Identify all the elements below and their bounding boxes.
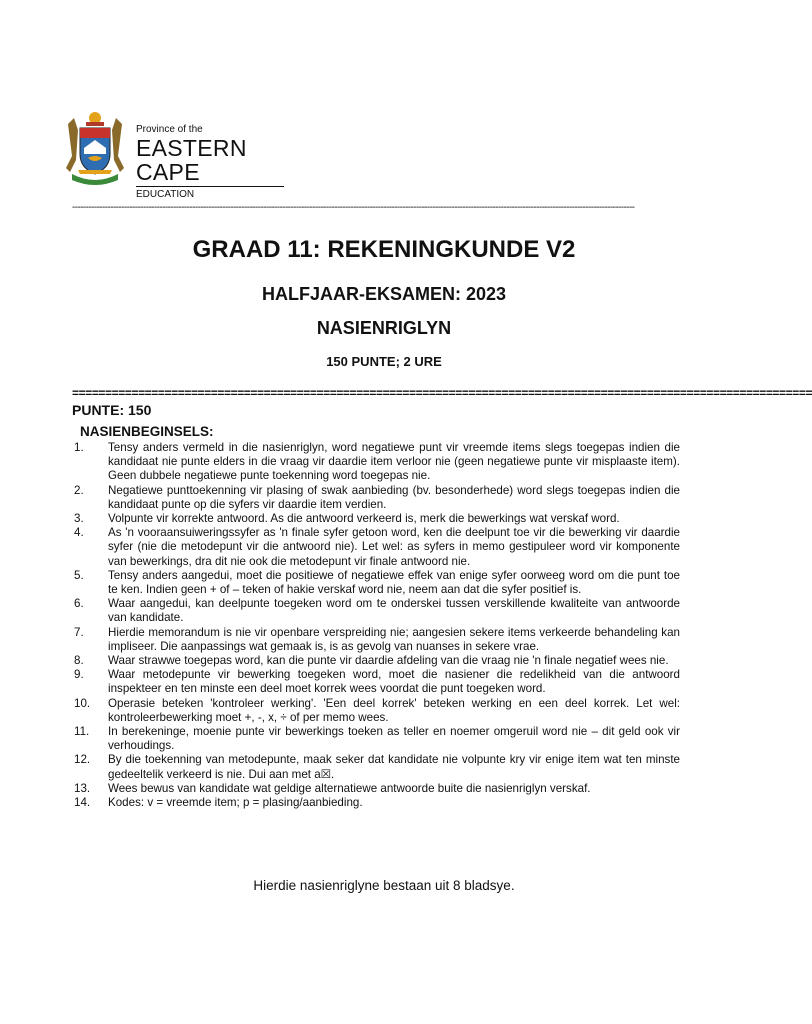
principles-heading: NASIENBEGINSELS:: [80, 424, 214, 439]
total-points: PUNTE: 150: [72, 402, 152, 418]
list-item: [74, 526, 680, 569]
points-and-time: 150 PUNTE; 2 URE: [326, 354, 442, 369]
item-text: Tensy anders vermeld in die nasienriglyn, word negatiewe punt vir vreemde items slegs toegepas indien die kandidaat nie punte elders in die vraag vir daardie item verloor nie (geen negatiewe punte vir misplaaste item). Geen dubbele negatiewe punte toekenning word toegepas nie.: [108, 441, 680, 483]
list-item: [74, 668, 680, 696]
item-text: Volpunte vir korrekte antwoord. As die antwoord verkeerd is, merk die bewerkings wat verskaf word.: [108, 512, 620, 526]
item-text: In berekeninge, moenie punte vir bewerkings toeken as teller en noemer omgeruil word nie – dit geld ook vir verhoudings.: [108, 725, 680, 753]
list-item: [74, 753, 680, 781]
double-divider: ================================================================================================================: [72, 386, 812, 400]
item-number: 3.: [74, 512, 84, 526]
item-text: Waar aangedui, kan deelpunte toegeken word om te onderskei tussen verskillende kwaliteite van antwoorde van kandidate.: [108, 597, 680, 625]
item-text: Waar strawwe toegepas word, kan die punte vir daardie afdeling van die vraag nie 'n finale negatief wees nie.: [108, 654, 669, 668]
logo-line2: EASTERN CAPE: [136, 135, 247, 185]
logo-divider: [136, 186, 284, 187]
item-number: 5.: [74, 568, 84, 582]
list-item: [74, 654, 680, 668]
list-item: [74, 484, 680, 512]
item-number: 14.: [74, 796, 91, 810]
list-item: [74, 441, 680, 484]
logo-text: [136, 124, 294, 201]
page-title: GRAAD 11: REKENINGKUNDE V2: [192, 236, 576, 263]
item-text: Wees bewus van kandidate wat geldige alternatiewe antwoorde buite die nasienriglyn verskaf.: [108, 781, 591, 795]
dashed-divider: --------------------------------------------------------------------------------------------------------------------------------------------------------------------------------------------------------------: [72, 202, 635, 213]
coat-of-arms-icon: [64, 110, 126, 186]
list-item: [74, 569, 680, 597]
list-item: [74, 796, 680, 810]
item-number: 13.: [74, 781, 91, 795]
document-type: NASIENRIGLYN: [316, 318, 452, 338]
item-number: 12.: [74, 753, 91, 767]
item-text: As 'n vooraansuiweringssyfer as 'n finale syfer getoon word, ken die deelpunt toe vir die bewerking vir daardie syfer (nie die metodepunt vir die antwoord nie). Let wel: as syfers in memo gestipuleer word vir komponente van bewerkings, dra dit nie ook die metodepunt vir finale antwoord nie.: [108, 526, 680, 568]
logo-line1: Province of the: [136, 124, 203, 135]
item-number: 4.: [74, 526, 84, 540]
item-text: Negatiewe punttoekenning vir plasing of swak aanbieding (bv. besonderhede) word slegs toegepas indien die kandidaat punte op die syfers vir daardie item verdien.: [108, 483, 680, 511]
list-item: [74, 626, 680, 654]
logo-line3: EDUCATION: [136, 189, 195, 200]
item-number: 10.: [74, 696, 91, 710]
list-item: [74, 597, 680, 625]
item-text: By die toekenning van metodepunte, maak seker dat kandidate nie volpunte kry vir enige item wat ten minste gedeeltelik verkeerd is nie. Dui aan met a☒.: [108, 753, 680, 781]
list-item: [74, 782, 680, 796]
item-number: 11.: [74, 725, 90, 739]
page-count-note: Hierdie nasienriglyne bestaan uit 8 bladsye.: [253, 878, 515, 893]
item-text: Tensy anders aangedui, moet die positiewe of negatiewe effek van enige syfer oorweeg word om die punt toe te ken. Indien geen + of – teken of hakie verskaf word nie, neem aan dat die syfer positief is.: [108, 568, 680, 597]
item-number: 2.: [74, 483, 84, 497]
item-number: 9.: [74, 668, 84, 682]
item-text: Hierdie memorandum is nie vir openbare verspreiding nie; aangesien sekere items verkeerde behandeling kan impliseer. Die aanpassings wat gemaak is, is as gevolg van nuanses in sekere vrae.: [108, 625, 680, 653]
item-text: Operasie beteken 'kontroleer werking'. 'Een deel korrek' beteken werking en een deel korrek. Let wel: kontroleerbewerking moet +, -, x, ÷ of per memo wees.: [108, 696, 680, 724]
item-number: 6.: [74, 597, 84, 611]
logo-block: [64, 110, 294, 200]
list-item: [74, 512, 680, 526]
item-number: 8.: [74, 654, 84, 668]
list-item: [74, 725, 680, 753]
exam-subtitle: HALFJAAR-EKSAMEN: 2023: [261, 284, 507, 304]
list-item: [74, 697, 680, 725]
item-number: 7.: [74, 625, 84, 639]
item-text: Kodes: v = vreemde item; p = plasing/aanbieding.: [108, 796, 363, 810]
item-text: Waar metodepunte vir bewerking toegeken word, moet die nasiener die redelikheid van die antwoord inspekteer en ten minste een deel moet korrek wees voordat die punt toegeken word.: [108, 668, 680, 696]
item-number: 1.: [74, 441, 84, 454]
principles-list: [74, 441, 680, 810]
